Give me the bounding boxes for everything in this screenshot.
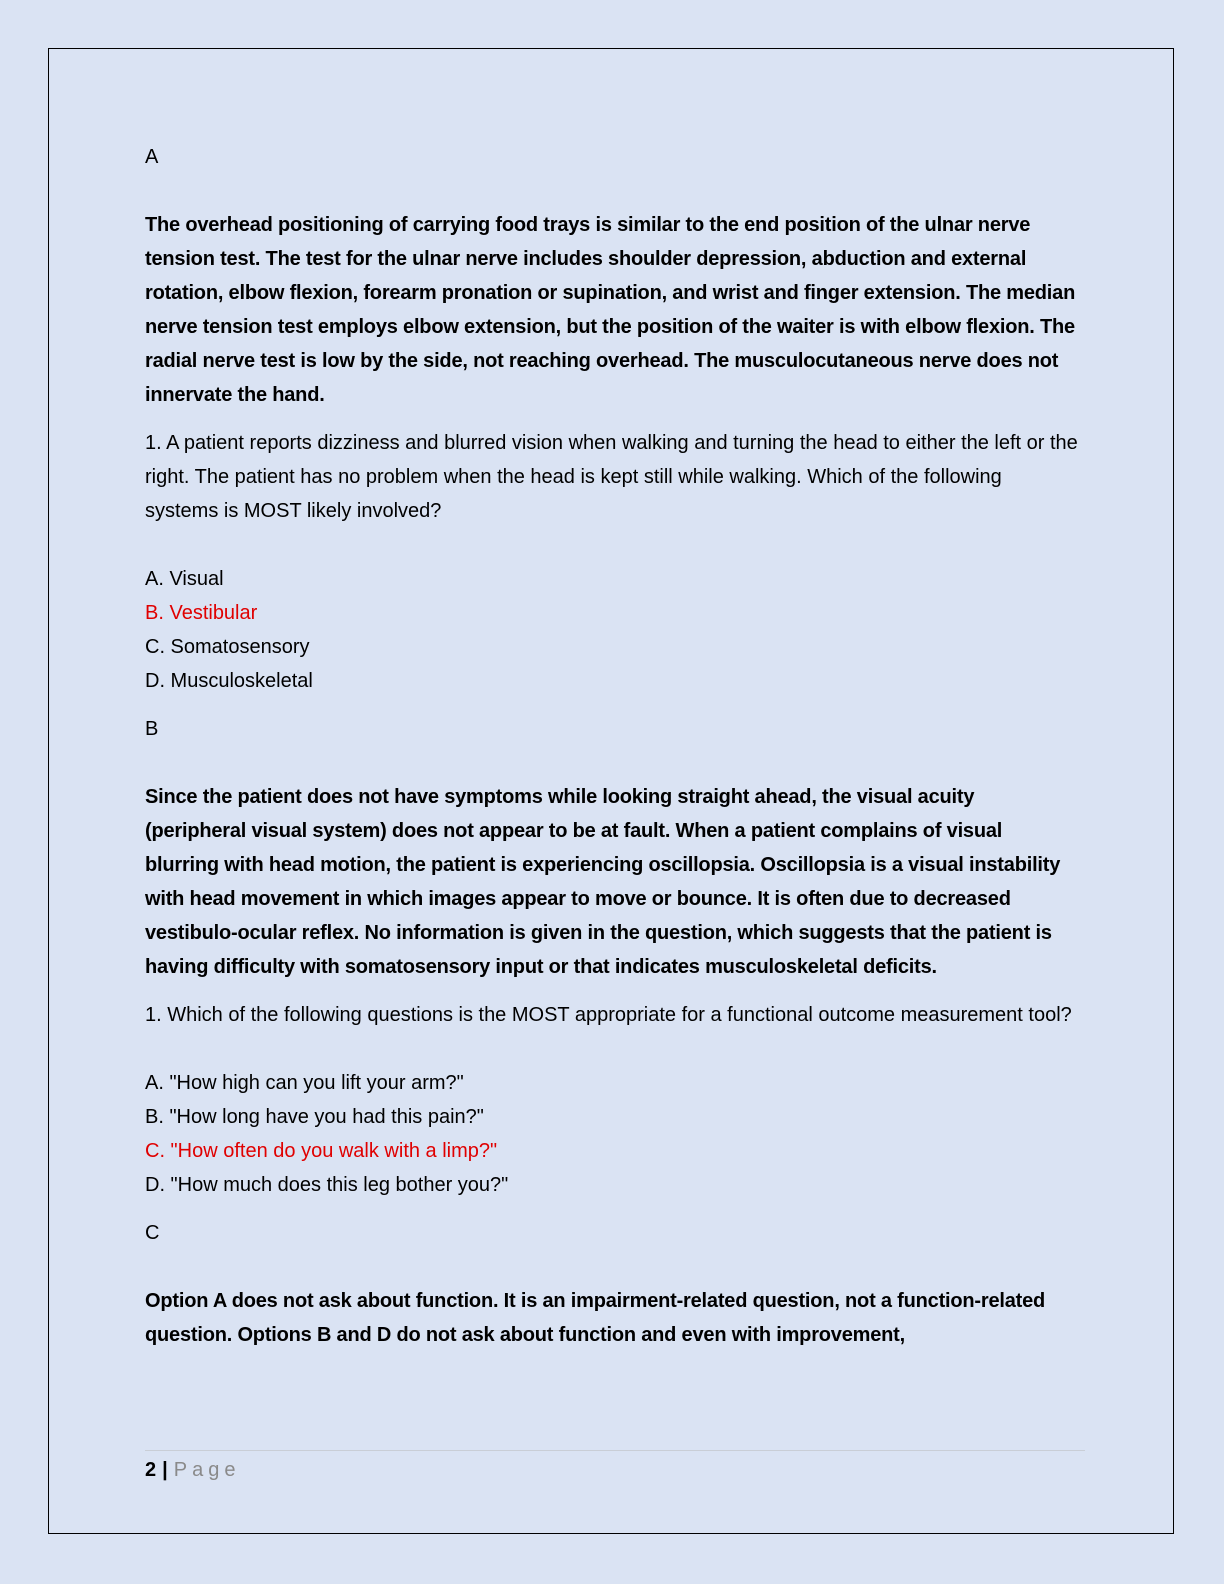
question-2-option-b: B. "How long have you had this pain?" <box>145 1106 484 1128</box>
answer-letter-c: C <box>145 1222 160 1244</box>
question-1-option-d: D. Musculoskeletal <box>145 670 313 692</box>
question-2-stem: 1. Which of the following questions is the MOST appropriate for a functional outcome measurement tool? <box>145 1004 1072 1026</box>
explanation-b: Since the patient does not have symptoms while looking straight ahead, the visual acuity (peripheral visual system) does not appear to be at fault. When a patient complains of visual blurring with head motion, the patient is experiencing oscillopsia. Oscillopsia is a visual instability with head movement in which images appear to move or bounce. It is often due to decreased vestibulo-ocular reflex. No information is given in the question, which suggests that the patient is having difficulty with somatosensory input or that indicates musculoskeletal deficits. <box>145 786 1061 978</box>
question-1-option-c: C. Somatosensory <box>145 636 310 658</box>
question-1-option-a: A. Visual <box>145 568 224 590</box>
question-2-option-c: C. "How often do you walk with a limp?" <box>145 1140 498 1162</box>
question-2-option-d: D. "How much does this leg bother you?" <box>145 1174 509 1196</box>
explanation-c: Option A does not ask about function. It is an impairment-related question, not a function-related question. Options B and D do not ask about function and even with improvement, <box>145 1290 1046 1346</box>
document-body <box>145 140 1080 1352</box>
page-label: Page <box>173 1459 241 1481</box>
page-number: 2 <box>145 1459 157 1481</box>
question-1-option-b: B. Vestibular <box>145 602 258 624</box>
question-1-stem: 1. A patient reports dizziness and blurred vision when walking and turning the head to either the left or the right. The patient has no problem when the head is kept still while walking. Which of the following systems is MOST likely involved? <box>145 432 1078 522</box>
question-2-option-a: A. "How high can you lift your arm?" <box>145 1072 464 1094</box>
answer-letter-b: B <box>145 718 159 740</box>
footer-separator: | <box>162 1459 168 1481</box>
answer-letter-a: A <box>145 146 159 168</box>
explanation-a: The overhead positioning of carrying food trays is similar to the end position of the ulnar nerve tension test. The test for the ulnar nerve includes shoulder depression, abduction and external rotation, elbow flexion, forearm pronation or supination, and wrist and finger extension. The median nerve tension test employs elbow extension, but the position of the waiter is with elbow flexion. The radial nerve test is low by the side, not reaching overhead. The musculocutaneous nerve does not innervate the hand. <box>145 214 1076 406</box>
page-footer <box>145 1455 240 1485</box>
footer-divider <box>145 1450 1085 1451</box>
